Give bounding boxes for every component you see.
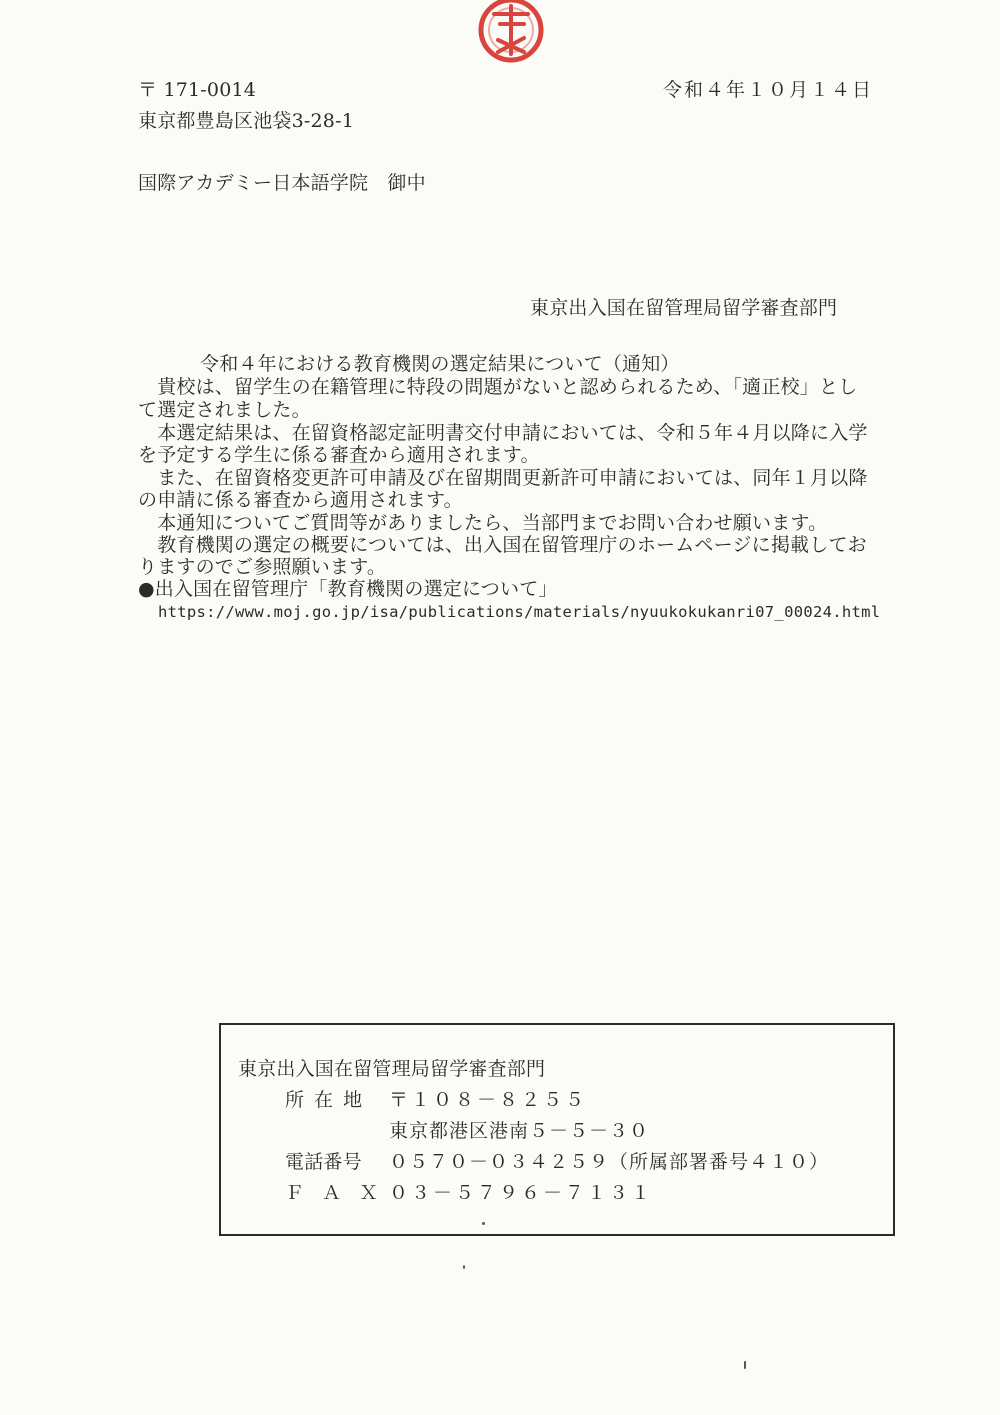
body-line: また、在留資格変更許可申請及び在留期間更新許可申請においては、同年１月以降 (138, 467, 868, 489)
body-line: の申請に係る審査から適用されます。 (138, 489, 463, 511)
body-line: りますのでご参照願います。 (138, 556, 387, 578)
postal-code: 〒 171-0014 (138, 79, 257, 101)
scan-speck (482, 1222, 485, 1225)
phone-label: 電話番号 (285, 1151, 362, 1173)
contact-box (219, 1023, 895, 1236)
document-date: 令和４年１０月１４日 (663, 79, 874, 101)
location-label: 所 在 地 (285, 1089, 365, 1111)
contact-phone: ０５７０－０３４２５９（所属部署番号４１０） (389, 1151, 830, 1173)
body-line: 貴校は、留学生の在籍管理に特段の問題がないと認められるため、「適正校」とし (138, 376, 858, 398)
body-line: 本通知についてご質問等がありましたら、当部門までお問い合わせ願います。 (138, 512, 828, 534)
document-title: 令和４年における教育機関の選定結果について（通知） (200, 353, 680, 375)
body-line: 教育機関の選定の概要については、出入国在留管理庁のホームページに掲載してお (138, 534, 867, 556)
link-title: ●出入国在留管理庁「教育機関の選定について」 (138, 578, 558, 600)
contact-office: 東京出入国在留管理局留学審査部門 (238, 1058, 546, 1080)
issuing-office: 東京出入国在留管理局留学審査部門 (530, 297, 838, 319)
contact-address: 東京都港区港南５－５－３０ (389, 1120, 650, 1142)
sender-address: 東京都豊島区池袋3-28-1 (138, 110, 354, 132)
body-line: を予定する学生に係る審査から適用されます。 (138, 444, 540, 466)
reference-url[interactable]: https://www.moj.go.jp/isa/publications/materials/nyuukokukanri07_00024.html (158, 603, 881, 621)
scan-speck (463, 1265, 465, 1269)
contact-postal: 〒１０８－８２５５ (389, 1089, 588, 1111)
scan-speck (744, 1361, 746, 1369)
body-line: 本選定結果は、在留資格認定証明書交付申請においては、令和５年４月以降に入学 (138, 422, 868, 444)
recipient: 国際アカデミー日本語学院 御中 (138, 172, 426, 194)
contact-fax: ０３－５７９６－７１３１ (389, 1182, 654, 1204)
fax-label: Ｆ Ａ Ｘ (285, 1182, 385, 1204)
body-line: て選定されました。 (138, 399, 311, 421)
official-seal-stamp (470, 0, 552, 74)
